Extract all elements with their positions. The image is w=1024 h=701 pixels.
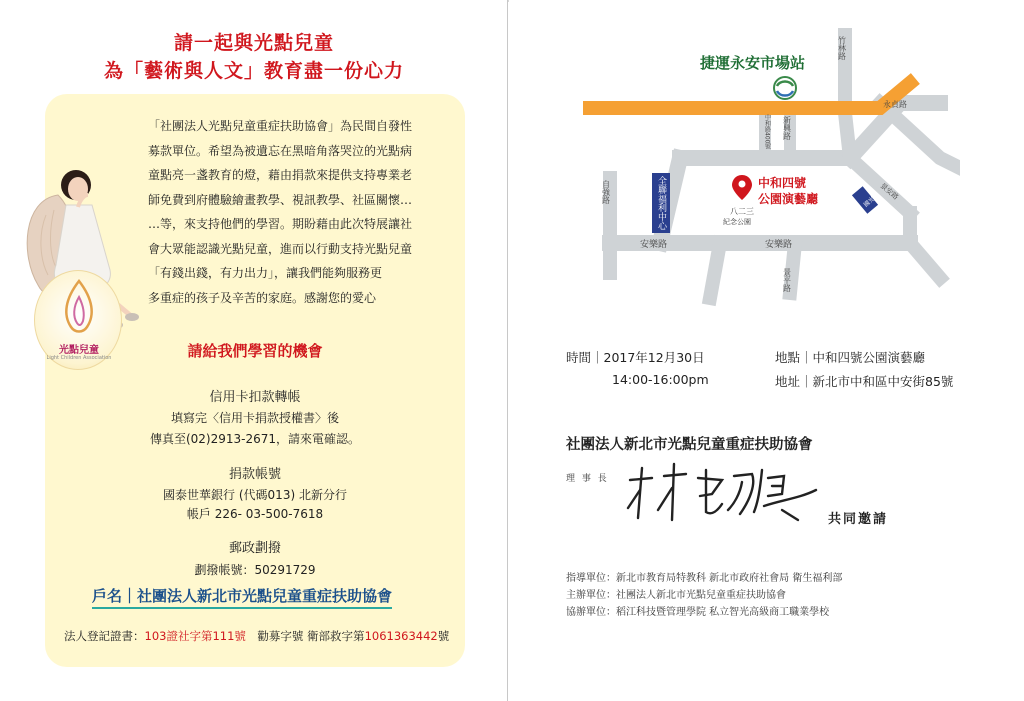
map-road [880,103,960,168]
map-road-label: 中和路400號 [763,114,771,150]
donation-account-line-1: 國泰世華銀行 (代碼013) 北新分行 [163,488,347,502]
map-road-label: 自強路 [601,180,611,204]
intro-paragraph [148,114,444,310]
learn-title: 請給我們學習的機會 [187,342,323,360]
footer-guidance: 指導單位：新北市教育局特教科 新北市政府社會局 衛生福利部 [566,573,843,584]
map-road [910,243,940,278]
map-road-label-school: 全聯福利中心 [656,176,666,230]
metro-line [590,83,910,108]
co-invite-label: 共同邀請 [828,512,889,527]
credit-card-line-1: 填寫完〈信用卡捐款授權書〉後 [170,411,339,425]
registration-line [64,628,449,644]
headline-line-2: 為「藝術與人文」教育盡一份心力 [103,60,404,82]
organization-name: 社團法人新北市光點兒童重症扶助協會 [566,437,813,453]
headline-line-1: 請一起與光點兒童 [173,32,334,54]
map-park-label-1: 八二三 [730,207,754,216]
intro-line: 會大眾能認識光點兒童，進而以行動支持光點兒童 [148,241,413,256]
mrt-station-label: 捷運永安市場站 [700,54,806,72]
map-road-label: 景安路 [878,181,900,202]
footer-co-organizer: 協辦單位：稻江科技暨管理學院 私立智光高級商工職業學校 [566,607,830,618]
credit-card-label: 信用卡扣款轉帳 [209,390,301,405]
event-time-range: 14:00-16:00pm [612,372,709,387]
intro-line: …等，來支持他們的學習。期盼藉由此次特展讓社 [148,217,413,231]
event-place: 地點｜中和四號公園演藝廳 [775,350,926,365]
donation-account-label: 捐款帳號 [228,467,281,482]
map-road [710,243,720,298]
map-road-label: 竹林路 [837,36,847,60]
event-time: 時間｜2017年12月30日 [566,350,705,365]
map-road-label: 景平路 [782,268,792,292]
registration-number: 103證社字第111號 [144,629,246,643]
event-address: 地址｜新北市中和區中安街85號 [775,374,954,389]
location-map [580,28,960,328]
map-road-label: 永貞路 [883,100,907,109]
mrt-logo-icon [774,77,796,99]
map-park-label-2: 紀念公園 [723,218,751,226]
flame-icon [35,271,123,341]
donation-account-line-2: 帳戶 226- 03-500-7618 [186,507,324,521]
chairperson-label: 理 事 長 [566,474,609,484]
account-name: 戶名｜社團法人新北市光點兒童重症扶助協會 [92,585,392,609]
map-pin-icon [732,175,752,200]
intro-line: 多重症的孩子及辛苦的家庭。感謝您的愛心 [148,290,377,305]
map-venue-label-2: 公園演藝廳 [758,192,819,206]
intro-line: 師免費到府體驗繪畫教學、視訊教學、社區關懷… [148,192,413,207]
map-road-label: 安樂路 [765,240,793,250]
footer-organizer: 主辦單位：社團法人新北市光點兒童重症扶助協會 [566,590,786,601]
fundraising-number: 1061363442 [364,629,438,643]
logo-subtext: Light Children Association [46,355,112,361]
map-road-label: 安樂路 [640,240,668,250]
map-road-label: 新興路 [782,116,792,140]
registration-prefix: 法人登記證書： [64,629,145,643]
intro-line: 「社團法人光點兒童重症扶助協會」為民間自發性 [148,119,413,133]
postal-transfer-label: 郵政劃撥 [228,541,281,556]
credit-card-line-2: 傳真至(02)2913-2671，請來電確認。 [149,432,361,446]
signature-mark [622,460,822,530]
map-badge-right-label: 國光牌 [862,191,881,209]
postal-transfer-number: 劃撥帳號：50291729 [194,563,316,577]
map-venue-label-1: 中和四號 [758,176,807,190]
intro-line: 童點亮一盞教育的燈，藉由捐款來提供支持專業老 [148,168,413,182]
registration-mid: 勸募字號 衛部救字第 [245,629,365,643]
intro-line: 「有錢出錢，有力出力」，讓我們能夠服務更 [148,266,383,280]
intro-line: 募款單位。希望為被遺忘在黑暗角落哭泣的光點病 [148,143,413,158]
logo-text: 光點兒童 [59,345,99,356]
registration-suffix: 號 [437,629,450,643]
